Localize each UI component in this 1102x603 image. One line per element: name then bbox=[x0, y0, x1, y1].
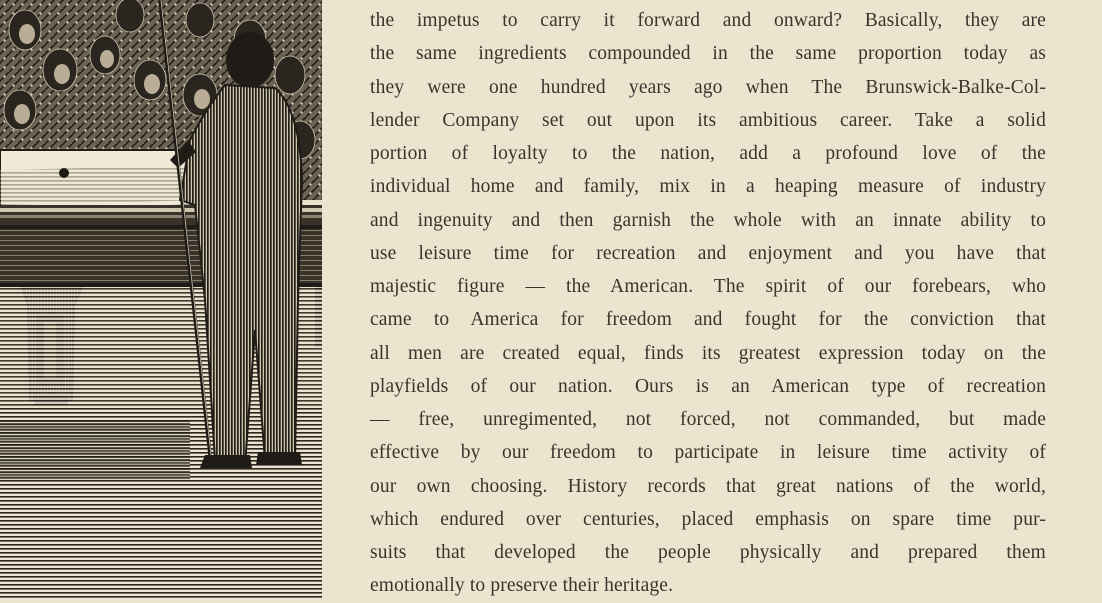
article-line: all men are created equal, finds its greatest expression today on the bbox=[370, 342, 1046, 364]
article-line: came to America for freedom and fought for the conviction that bbox=[370, 309, 1046, 331]
article-line: the impetus to carry it forward and onward? Basically, they are bbox=[370, 10, 1046, 31]
article-line: individual home and family, mix in a heaping measure of industry bbox=[370, 176, 1046, 198]
article-body-text bbox=[370, 4, 1046, 603]
article-line: which endured over centuries, placed emphasis on spare time pur- bbox=[370, 508, 1046, 530]
article-line: they were one hundred years ago when The Brunswick-Balke-Col- bbox=[370, 76, 1046, 98]
article-line: effective by our freedom to participate in leisure time activity of bbox=[370, 442, 1046, 464]
article-line: lender Company set out upon its ambitious career. Take a solid bbox=[370, 109, 1046, 131]
article-line: playfields of our nation. Ours is an American type of recreation bbox=[370, 375, 1046, 397]
article-line: — free, unregimented, not forced, not commanded, but made bbox=[370, 409, 1046, 430]
article-line: emotionally to preserve their heritage. bbox=[370, 575, 674, 597]
article-line: use leisure time for recreation and enjoyment and you have that bbox=[370, 242, 1046, 264]
article-line: and ingenuity and then garnish the whole with an innate ability to bbox=[370, 209, 1046, 231]
article-line: suits that developed the people physically and prepared them bbox=[370, 542, 1046, 563]
billiards-engraving-illustration bbox=[0, 0, 322, 599]
article-line: our own choosing. History records that great nations of the world, bbox=[370, 475, 1046, 497]
article-line: the same ingredients compounded in the same proportion today as bbox=[370, 43, 1046, 65]
billiard-ball bbox=[59, 168, 69, 178]
article-line: majestic figure — the American. The spirit of our forebears, who bbox=[370, 276, 1046, 297]
article-line: portion of loyalty to the nation, add a profound love of the bbox=[370, 143, 1046, 164]
